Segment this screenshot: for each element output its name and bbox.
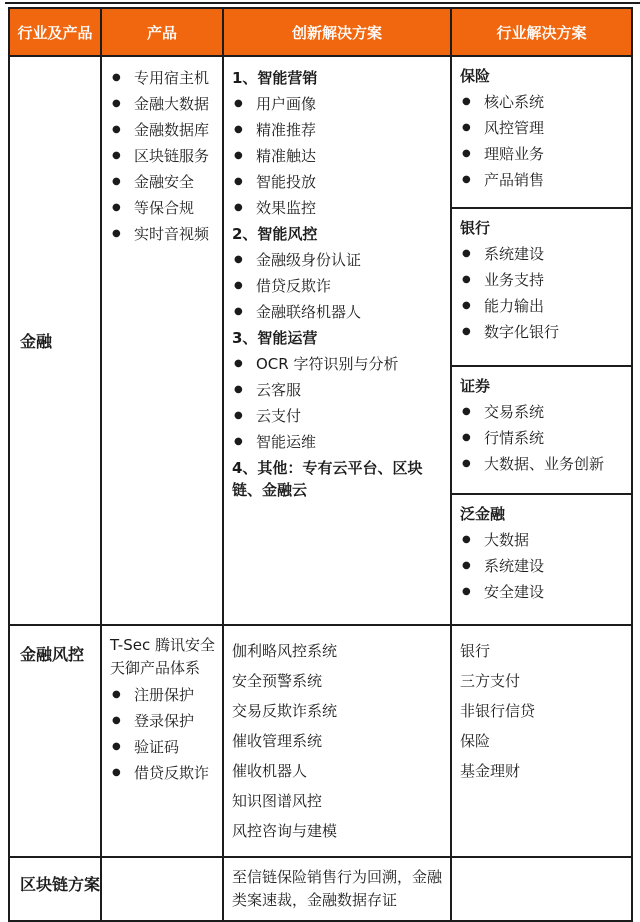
list-item — [110, 197, 216, 219]
list-item: 知识图谱风控 — [232, 792, 323, 810]
bullet-icon: ● — [112, 767, 121, 778]
list-item: 银行 — [460, 642, 491, 660]
list-item — [110, 223, 216, 245]
bullet-icon: ● — [234, 176, 243, 187]
bullet-icon: ● — [462, 534, 471, 545]
list-item — [232, 145, 444, 167]
list-item-label: 智能投放 — [256, 173, 317, 191]
bullet-icon: ● — [112, 202, 121, 213]
risk-industry-list — [452, 626, 631, 856]
list-item: 非银行信贷 — [460, 702, 536, 720]
list-item-label: 系统建设 — [484, 557, 545, 575]
list-item — [232, 197, 444, 219]
list-item — [460, 427, 625, 449]
blockchain-products-cell-empty — [102, 858, 224, 920]
list-item — [110, 736, 216, 758]
bullet-icon: ● — [462, 560, 471, 571]
row-label-risk-control: 金融风控 — [10, 626, 102, 856]
list-item: 伽利略风控系统 — [232, 642, 338, 660]
list-item — [232, 379, 444, 401]
innovation-heading: 4、其他：专有云平台、区块链、金融云 — [232, 459, 423, 499]
risk-products-intro: T-Sec 腾讯安全天御产品体系 — [110, 636, 215, 677]
table-row-finance — [10, 55, 631, 624]
bullet-icon: ● — [234, 124, 243, 135]
bullet-icon: ● — [112, 689, 121, 700]
list-item-label: 金融安全 — [134, 173, 195, 191]
industry-section-title: 证券 — [460, 377, 491, 395]
list-item — [460, 401, 625, 423]
list-item-label: 业务支持 — [484, 271, 545, 289]
bullet-icon: ● — [112, 150, 121, 161]
list-item-label: 安全建设 — [484, 583, 545, 601]
bullet-icon: ● — [462, 274, 471, 285]
list-item-label: 精准触达 — [256, 147, 317, 165]
risk-products-list — [110, 684, 216, 784]
list-item-label: 核心系统 — [484, 93, 545, 111]
list-item-label: 行情系统 — [484, 429, 545, 447]
bullet-icon: ● — [234, 202, 243, 213]
list-item — [460, 143, 625, 165]
list-item — [110, 145, 216, 167]
list-item — [460, 169, 625, 191]
bullet-icon: ● — [234, 280, 243, 291]
bullet-icon: ● — [462, 586, 471, 597]
list-item-label: 大数据、业务创新 — [484, 455, 605, 473]
list-item: 三方支付 — [460, 672, 521, 690]
list-item — [460, 269, 625, 291]
bullet-icon: ● — [234, 254, 243, 265]
list-item — [460, 555, 625, 577]
list-item — [460, 453, 625, 475]
list-item: 基金理财 — [460, 762, 521, 780]
list-item — [460, 581, 625, 603]
list-item-label: 实时音视频 — [134, 225, 210, 243]
list-item-label: 金融数据库 — [134, 121, 210, 139]
list-item-label: 智能运维 — [256, 433, 317, 451]
list-item-label: 金融大数据 — [134, 95, 210, 113]
bullet-icon: ● — [462, 432, 471, 443]
list-item-label: 用户画像 — [256, 95, 317, 113]
list-item-label: 借贷反欺诈 — [134, 764, 210, 782]
header-cell-innovation-solutions: 创新解决方案 — [224, 9, 452, 55]
bullet-icon: ● — [112, 741, 121, 752]
list-item: 交易反欺诈系统 — [232, 702, 338, 720]
list-item-label: 理赔业务 — [484, 145, 545, 163]
list-item-label: 交易系统 — [484, 403, 545, 421]
bullet-icon: ● — [462, 248, 471, 259]
bullet-icon: ● — [462, 96, 471, 107]
list-item: 风控咨询与建模 — [232, 822, 338, 840]
list-item — [110, 710, 216, 732]
list-item-label: 效果监控 — [256, 199, 317, 217]
bullet-icon: ● — [112, 98, 121, 109]
list-item — [110, 684, 216, 706]
finance-products-list — [102, 57, 224, 624]
bullet-icon: ● — [462, 148, 471, 159]
list-item-label: 区块链服务 — [134, 147, 210, 165]
list-item — [460, 91, 625, 113]
blockchain-innovation-text: 至信链保险销售行为回溯，金融类案速裁，金融数据存证 — [224, 858, 452, 920]
bullet-icon: ● — [112, 124, 121, 135]
finance-innovation-list — [224, 57, 452, 624]
list-item-label: 大数据 — [484, 531, 530, 549]
innovation-heading: 1、智能营销 — [232, 69, 318, 87]
list-item: 保险 — [460, 732, 491, 750]
bullet-icon: ● — [234, 384, 243, 395]
list-item-label: 验证码 — [134, 738, 180, 756]
bullet-icon: ● — [234, 436, 243, 447]
industry-section — [452, 367, 631, 495]
bullet-icon: ● — [234, 98, 243, 109]
list-item — [110, 67, 216, 89]
list-item-label: 系统建设 — [484, 245, 545, 263]
bullet-icon: ● — [112, 715, 121, 726]
list-item-label: 注册保护 — [134, 686, 195, 704]
bullet-icon: ● — [462, 174, 471, 185]
list-item — [232, 275, 444, 297]
bullet-icon: ● — [112, 72, 121, 83]
list-item — [110, 119, 216, 141]
bullet-icon: ● — [112, 228, 121, 239]
bullet-icon: ● — [234, 306, 243, 317]
innovation-heading: 2、智能风控 — [232, 225, 318, 243]
industry-section-title: 保险 — [460, 67, 491, 85]
list-item — [460, 243, 625, 265]
table-row-risk-control — [10, 624, 631, 856]
list-item-label: 风控管理 — [484, 119, 545, 137]
list-item — [110, 171, 216, 193]
table-row-blockchain — [10, 856, 631, 920]
list-item — [232, 353, 444, 375]
list-item-label: 借贷反欺诈 — [256, 277, 332, 295]
list-item — [460, 295, 625, 317]
list-item — [460, 117, 625, 139]
bullet-icon: ● — [462, 122, 471, 133]
bullet-icon: ● — [462, 458, 471, 469]
industry-section — [452, 209, 631, 367]
list-item — [232, 301, 444, 323]
page-top-rule — [5, 2, 640, 4]
bullet-icon: ● — [112, 176, 121, 187]
row-label-finance: 金融 — [10, 57, 102, 624]
row-label-blockchain: 区块链方案 — [10, 858, 102, 920]
bullet-icon: ● — [234, 150, 243, 161]
bullet-icon: ● — [234, 358, 243, 369]
list-item-label: 金融联络机器人 — [256, 303, 362, 321]
header-cell-industry-solutions: 行业解决方案 — [496, 23, 587, 42]
list-item-label: 数字化银行 — [484, 323, 560, 341]
finance-industry-sections — [452, 57, 631, 624]
table-header-row — [10, 9, 631, 55]
industry-section-title: 银行 — [460, 219, 491, 237]
list-item — [232, 431, 444, 453]
innovation-heading: 3、智能运营 — [232, 329, 318, 347]
list-item — [110, 762, 216, 784]
industry-section — [452, 57, 631, 209]
finance-solutions-table — [8, 7, 633, 922]
list-item: 安全预警系统 — [232, 672, 323, 690]
list-item-label: 等保合规 — [134, 199, 195, 217]
list-item — [460, 321, 625, 343]
blockchain-industry-cell-empty — [452, 858, 631, 920]
list-item — [232, 405, 444, 427]
risk-products-cell — [102, 626, 224, 856]
list-item-label: OCR 字符识别与分析 — [256, 355, 399, 373]
list-item-label: 产品销售 — [484, 171, 545, 189]
bullet-icon: ● — [462, 300, 471, 311]
header-cell-products: 产品 — [102, 9, 224, 55]
list-item-label: 能力输出 — [484, 297, 545, 315]
list-item: 催收管理系统 — [232, 732, 323, 750]
list-item-label: 专用宿主机 — [134, 69, 210, 87]
list-item-label: 云客服 — [256, 381, 302, 399]
list-item — [232, 119, 444, 141]
header-cell-industry-products: 行业及产品 — [10, 9, 102, 55]
risk-innovation-list — [224, 626, 452, 856]
bullet-icon: ● — [462, 326, 471, 337]
bullet-icon: ● — [462, 406, 471, 417]
list-item — [232, 93, 444, 115]
industry-section — [452, 495, 631, 624]
list-item — [110, 93, 216, 115]
list-item — [460, 529, 625, 551]
list-item — [232, 171, 444, 193]
industry-section-title: 泛金融 — [460, 505, 506, 523]
list-item — [232, 249, 444, 271]
list-item-label: 金融级身份认证 — [256, 251, 362, 269]
bullet-icon: ● — [234, 410, 243, 421]
list-item: 催收机器人 — [232, 762, 308, 780]
list-item-label: 云支付 — [256, 407, 302, 425]
list-item-label: 精准推荐 — [256, 121, 317, 139]
list-item-label: 登录保护 — [134, 712, 195, 730]
